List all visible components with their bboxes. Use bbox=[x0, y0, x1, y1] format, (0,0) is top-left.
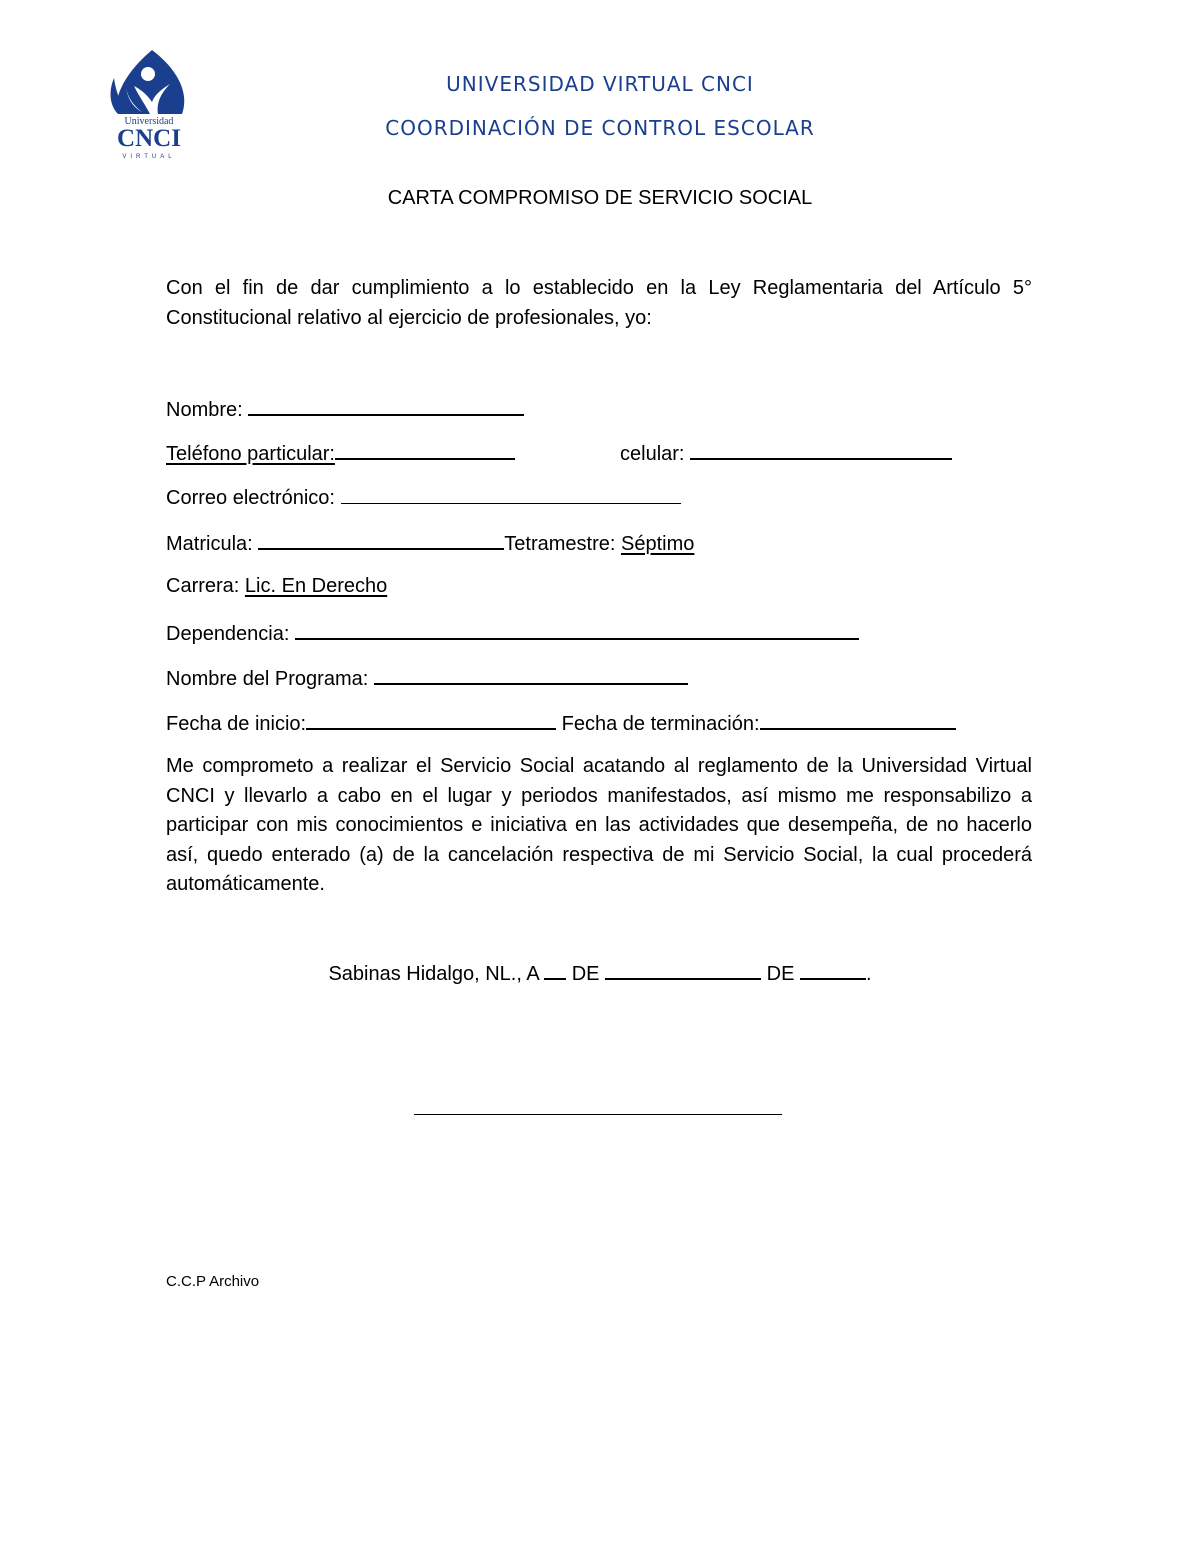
signature-line[interactable] bbox=[414, 1114, 782, 1115]
intro-paragraph: Con el fin de dar cumplimiento a lo establecido en la Ley Reglamentaria del Artículo 5° Constitucional relativo al ejercicio de profesionales, yo: bbox=[166, 277, 1032, 329]
logo-virtual-text: VIRTUAL bbox=[122, 154, 176, 160]
celular-label: celular: bbox=[620, 443, 685, 465]
matricula-blank[interactable] bbox=[258, 528, 504, 550]
dependencia-blank[interactable] bbox=[295, 618, 859, 640]
field-telefono bbox=[166, 438, 515, 467]
telefono-label: Teléfono particular: bbox=[166, 443, 335, 465]
field-correo bbox=[166, 483, 681, 511]
tetramestre-value: Séptimo bbox=[620, 533, 695, 555]
month-blank[interactable] bbox=[605, 958, 761, 980]
matricula-label: Matricula: bbox=[166, 533, 253, 555]
carrera-label: Carrera: bbox=[166, 575, 240, 597]
document-title: CARTA COMPROMISO DE SERVICIO SOCIAL bbox=[387, 187, 813, 209]
carrera-value: Lic. En Derecho bbox=[244, 575, 388, 597]
place-end: . bbox=[865, 963, 872, 985]
field-celular bbox=[620, 438, 952, 467]
field-nombre bbox=[166, 394, 524, 423]
field-programa bbox=[166, 663, 688, 692]
place-prefix: Sabinas Hidalgo, NL., A bbox=[328, 963, 539, 985]
de-1: DE bbox=[571, 963, 600, 985]
year-blank[interactable] bbox=[800, 958, 866, 980]
department-name: COORDINACIÓN DE CONTROL ESCOLAR bbox=[385, 116, 815, 140]
programa-label: Nombre del Programa: bbox=[166, 668, 369, 690]
commitment-paragraph: Me comprometo a realizar el Servicio Social acatando al reglamento de la Universidad Virtual CNCI y llevarlo a cabo en el lugar y periodos manifestados, así mismo me responsabilizo a participar con mis conocimientos e iniciativa en las actividades que desempeña, de no hacerlo así, quedo enterado (a) de la cancelación respectiva de mi Servicio Social, la cual procederá automáticamente. bbox=[166, 755, 1032, 895]
de-2: DE bbox=[766, 963, 795, 985]
terminacion-label: Fecha de terminación: bbox=[561, 713, 760, 735]
celular-blank[interactable] bbox=[690, 438, 952, 460]
logo-universidad-text: Universidad bbox=[124, 116, 174, 127]
programa-blank[interactable] bbox=[374, 663, 688, 685]
inicio-label: Fecha de inicio: bbox=[166, 713, 307, 735]
field-matricula bbox=[166, 528, 694, 557]
nombre-label: Nombre: bbox=[166, 399, 243, 421]
field-fechas bbox=[166, 708, 956, 737]
dependencia-label: Dependencia: bbox=[166, 623, 290, 645]
day-blank[interactable] bbox=[544, 958, 566, 980]
cnci-logo bbox=[106, 48, 192, 160]
logo-cnci-text: CNCI bbox=[117, 125, 181, 152]
correo-blank[interactable] bbox=[341, 483, 681, 504]
tetramestre-label: Tetramestre: bbox=[504, 533, 616, 555]
ccp-archivo: C.C.P Archivo bbox=[166, 1273, 260, 1290]
field-dependencia bbox=[166, 618, 859, 647]
correo-label: Correo electrónico: bbox=[166, 487, 335, 509]
inicio-blank[interactable] bbox=[306, 708, 556, 730]
field-carrera bbox=[166, 573, 387, 599]
telefono-blank[interactable] bbox=[335, 438, 515, 460]
place-date-line bbox=[0, 958, 1200, 987]
university-name: UNIVERSIDAD VIRTUAL CNCI bbox=[446, 72, 754, 96]
nombre-blank[interactable] bbox=[248, 394, 524, 416]
terminacion-blank[interactable] bbox=[760, 708, 956, 730]
